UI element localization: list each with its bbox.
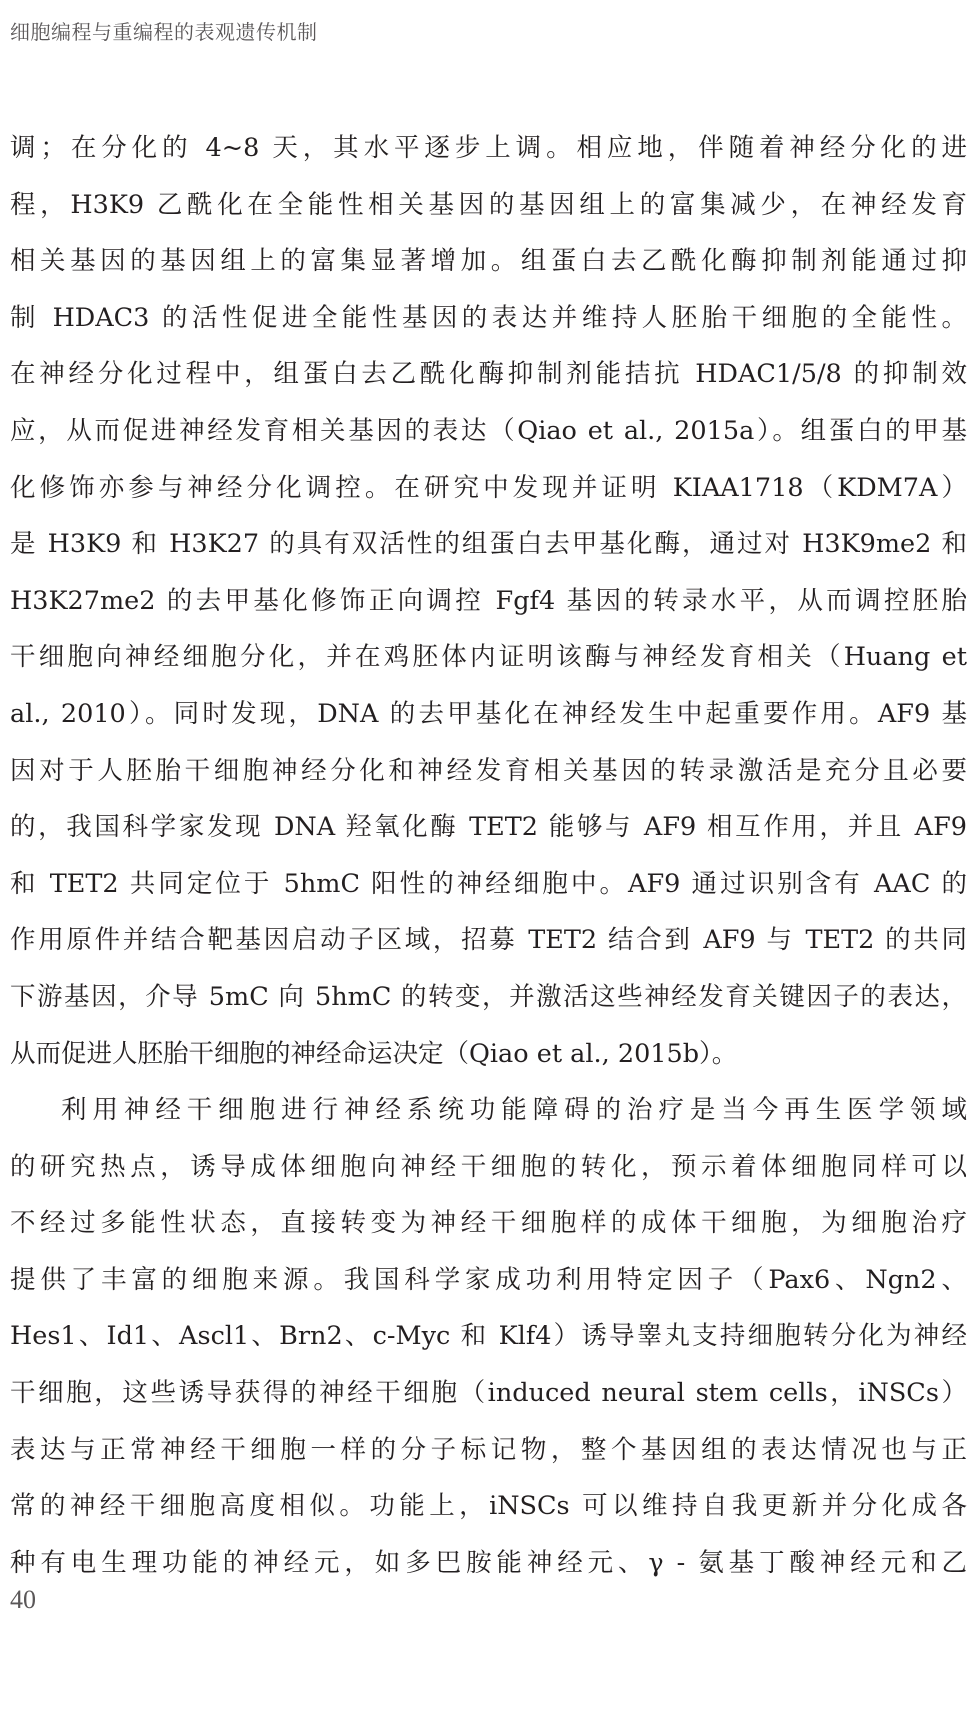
text-line: 调；在分化的 4~8 天，其水平逐步上调。相应地，伴随着神经分化的进 bbox=[10, 133, 967, 163]
text-line: 不经过多能性状态，直接转变为神经干细胞样的成体干细胞，为细胞治疗 bbox=[10, 1208, 967, 1239]
text-line: 的研究热点，诱导成体细胞向神经干细胞的转化，预示着体细胞同样可以 bbox=[10, 1151, 967, 1182]
text-line: 是 H3K9 和 H3K27 的具有双活性的组蛋白去甲基化酶，通过对 H3K9me2 和 bbox=[10, 529, 967, 560]
text-line: 种有电生理功能的神经元，如多巴胺能神经元、γ - 氨基丁酸神经元和乙 bbox=[10, 1547, 967, 1578]
paragraph-2 bbox=[10, 1082, 967, 1591]
page-number: 40 bbox=[10, 1585, 36, 1614]
text-line: 从而促进人胚胎干细胞的神经命运决定（Qiao et al., 2015b）。 bbox=[10, 1038, 738, 1069]
text-line: 表达与正常神经干细胞一样的分子标记物，整个基因组的表达情况也与正 bbox=[10, 1434, 967, 1465]
text-line: 相关基因的基因组上的富集显著增加。组蛋白去乙酰化酶抑制剂能通过抑 bbox=[10, 246, 967, 277]
text-line: 因对于人胚胎干细胞神经分化和神经发育相关基因的转录激活是充分且必要 bbox=[10, 755, 967, 786]
text-line: al., 2010）。同时发现，DNA 的去甲基化在神经发生中起重要作用。AF9 基 bbox=[10, 698, 967, 729]
text-line: 应，从而促进神经发育相关基因的表达（Qiao et al., 2015a）。组蛋白的甲基 bbox=[10, 415, 967, 446]
text-line: Hes1、Id1、Ascl1、Brn2、c-Myc 和 Klf4）诱导睾丸支持细胞转分化为神经 bbox=[10, 1321, 967, 1352]
text-line: 干细胞，这些诱导获得的神经干细胞（induced neural stem cells，iNSCs） bbox=[10, 1378, 967, 1409]
text-line: 制 HDAC3 的活性促进全能性基因的表达并维持人胚胎干细胞的全能性。 bbox=[10, 302, 967, 333]
text-line: 利用神经干细胞进行神经系统功能障碍的治疗是当今再生医学领域 bbox=[61, 1095, 967, 1126]
text-line: H3K27me2 的去甲基化修饰正向调控 Fgf4 基因的转录水平，从而调控胚胎 bbox=[10, 585, 967, 616]
paragraph-1 bbox=[10, 120, 967, 1082]
text-line: 作用原件并结合靶基因启动子区域，招募 TET2 结合到 AF9 与 TET2 的共同 bbox=[10, 925, 967, 956]
text-line: 下游基因，介导 5mC 向 5hmC 的转变，并激活这些神经发育关键因子的表达， bbox=[10, 981, 967, 1012]
text-line: 提供了丰富的细胞来源。我国科学家成功利用特定因子（Pax6、Ngn2、 bbox=[10, 1264, 967, 1295]
text-line: 干细胞向神经细胞分化，并在鸡胚体内证明该酶与神经发育相关（Huang et bbox=[10, 642, 967, 673]
text-line: 和 TET2 共同定位于 5hmC 阳性的神经细胞中。AF9 通过识别含有 AAC 的 bbox=[10, 868, 967, 899]
running-header: 细胞编程与重编程的表观遗传机制 bbox=[10, 20, 318, 44]
text-line: 化修饰亦参与神经分化调控。在研究中发现并证明 KIAA1718（KDM7A） bbox=[10, 472, 967, 503]
text-line: 程，H3K9 乙酰化在全能性相关基因的基因组上的富集减少，在神经发育 bbox=[10, 189, 967, 220]
text-line: 在神经分化过程中，组蛋白去乙酰化酶抑制剂能拮抗 HDAC1/5/8 的抑制效 bbox=[10, 359, 967, 390]
text-line: 的，我国科学家发现 DNA 羟氧化酶 TET2 能够与 AF9 相互作用，并且 AF9 bbox=[10, 812, 967, 843]
body-text bbox=[10, 120, 967, 1591]
text-line: 常的神经干细胞高度相似。功能上，iNSCs 可以维持自我更新并分化成各 bbox=[10, 1491, 967, 1522]
